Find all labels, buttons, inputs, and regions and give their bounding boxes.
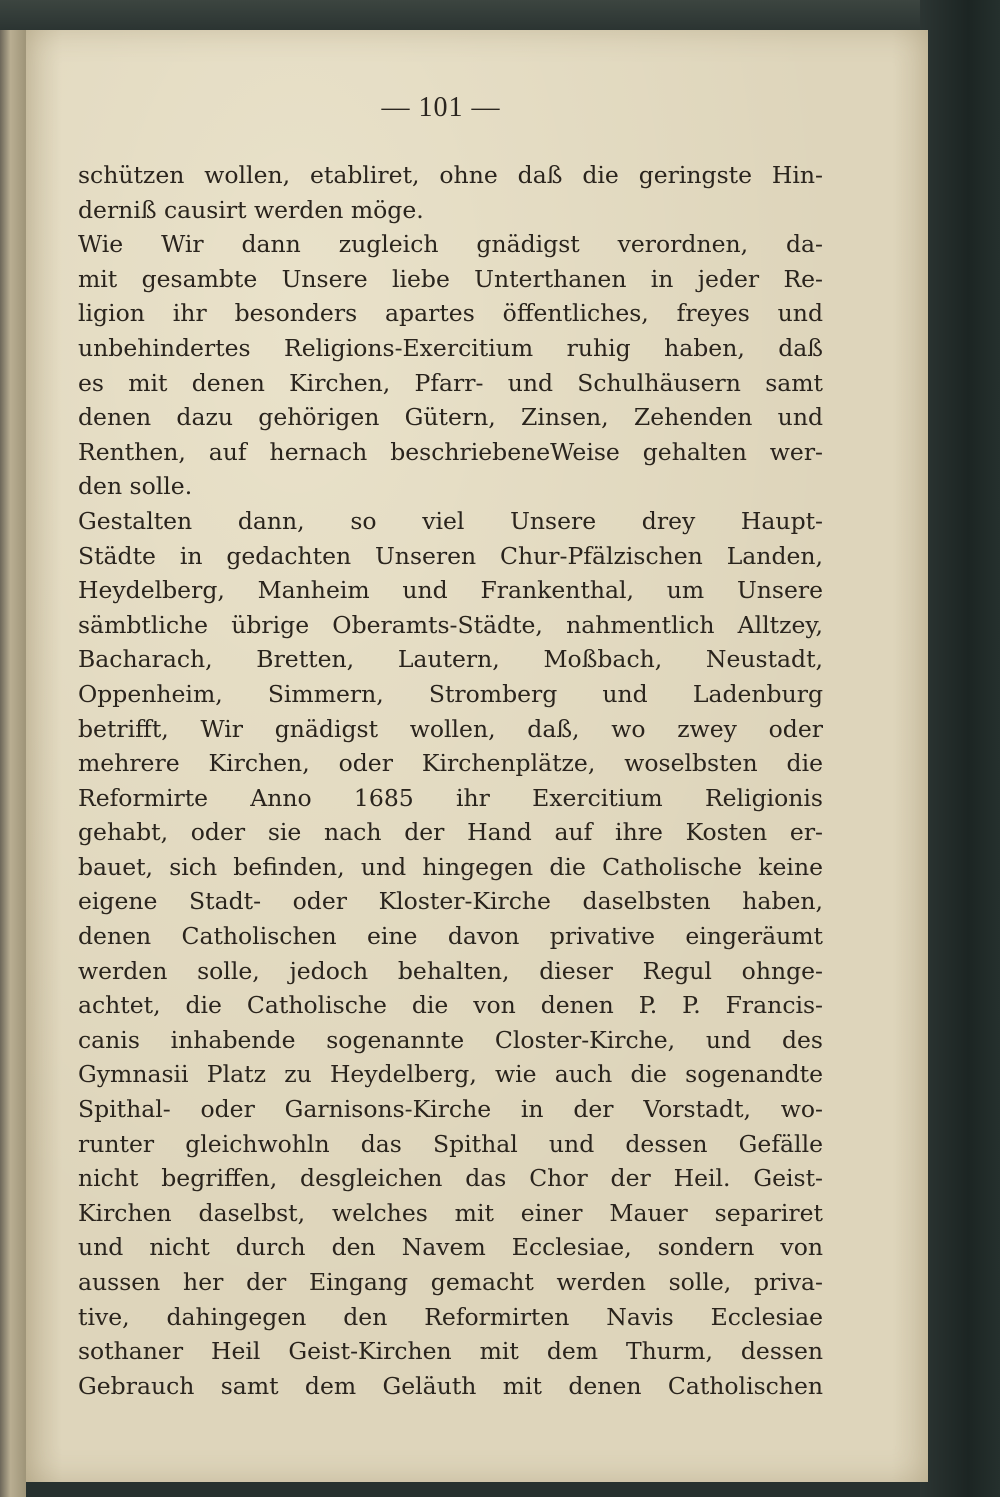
text-line: sothaner Heil Geist-Kirchen mit dem Thurm, dessen — [78, 1337, 823, 1366]
text-line: Reformirte Anno 1685 ihr Exercitium Religionis — [78, 783, 823, 812]
text-line: Gymnasii Platz zu Heydelberg, wie auch die sogenandte — [78, 1060, 823, 1089]
text-line: es mit denen Kirchen, Pfarr- und Schulhäusern samt — [78, 368, 823, 397]
text-line: den solle. — [78, 472, 193, 501]
text-line: nicht begriffen, desgleichen das Chor der Heil. Geist- — [78, 1164, 823, 1193]
text-line: werden solle, jedoch behalten, dieser Regul ohnge- — [78, 956, 823, 985]
text-line: aussen her der Eingang gemacht werden solle, priva- — [78, 1268, 823, 1296]
text-line: denen dazu gehörigen Gütern, Zinsen, Zehenden und — [78, 403, 823, 432]
body-text — [78, 158, 823, 1403]
page-number: — 101 — — [381, 92, 501, 123]
book-binding-edge — [0, 30, 26, 1497]
text-line: Kirchen daselbst, welches mit einer Mauer separiret — [78, 1198, 823, 1227]
text-line: mehrere Kirchen, oder Kirchenplätze, woselbsten die — [78, 749, 823, 778]
book-cover-top — [0, 0, 1000, 32]
text-line: Gestalten dann, so viel Unsere drey Haupt- — [78, 506, 823, 535]
text-line: und nicht durch den Navem Ecclesiae, sondern von — [78, 1233, 823, 1262]
text-line: achtet, die Catholische die von denen P. P. Francis- — [78, 991, 823, 1020]
text-line: ligion ihr besonders apartes öffentliches, freyes und — [78, 299, 823, 328]
text-line: unbehindertes Religions-Exercitium ruhig haben, daß — [78, 333, 823, 362]
text-line: mit gesambte Unsere liebe Unterthanen in jeder Re- — [78, 264, 823, 293]
text-line: Wie Wir dann zugleich gnädigst verordnen, da- — [78, 230, 823, 259]
text-line: tive, dahingegen den Reformirten Navis Ecclesiae — [78, 1302, 823, 1331]
book-cover-right — [920, 0, 1000, 1497]
text-line: schützen wollen, etabliret, ohne daß die geringste Hin- — [78, 161, 823, 189]
text-line: Oppenheim, Simmern, Stromberg und Ladenburg — [78, 679, 823, 708]
text-line: Renthen, auf hernach beschriebeneWeise gehalten wer- — [78, 437, 823, 466]
text-line: betrifft, Wir gnädigst wollen, daß, wo zwey oder — [78, 714, 823, 743]
text-line: runter gleichwohln das Spithal und dessen Gefälle — [78, 1129, 823, 1158]
text-line: sämbtliche übrige Oberamts-Städte, nahmentlich Alltzey, — [78, 610, 823, 639]
text-line: Gebrauch samt dem Geläuth mit denen Catholischen — [78, 1371, 823, 1400]
text-line: eigene Stadt- oder Kloster-Kirche daselbsten haben, — [78, 887, 823, 916]
book-page — [26, 30, 928, 1482]
text-line: Heydelberg, Manheim und Frankenthal, um Unsere — [78, 576, 823, 605]
text-line: gehabt, oder sie nach der Hand auf ihre Kosten er- — [78, 818, 823, 847]
text-line: Spithal- oder Garnisons-Kirche in der Vorstadt, wo- — [78, 1095, 823, 1124]
text-line: bauet, sich befinden, und hingegen die Catholische keine — [78, 852, 823, 881]
text-line: Städte in gedachten Unseren Chur-Pfälzischen Landen, — [78, 541, 823, 570]
text-line: canis inhabende sogenannte Closter-Kirche, und des — [78, 1025, 823, 1054]
text-line: Bacharach, Bretten, Lautern, Moßbach, Neustadt, — [78, 645, 823, 674]
text-line: derniß causirt werden möge. — [78, 195, 424, 224]
text-line: denen Catholischen eine davon privative eingeräumt — [78, 922, 823, 951]
